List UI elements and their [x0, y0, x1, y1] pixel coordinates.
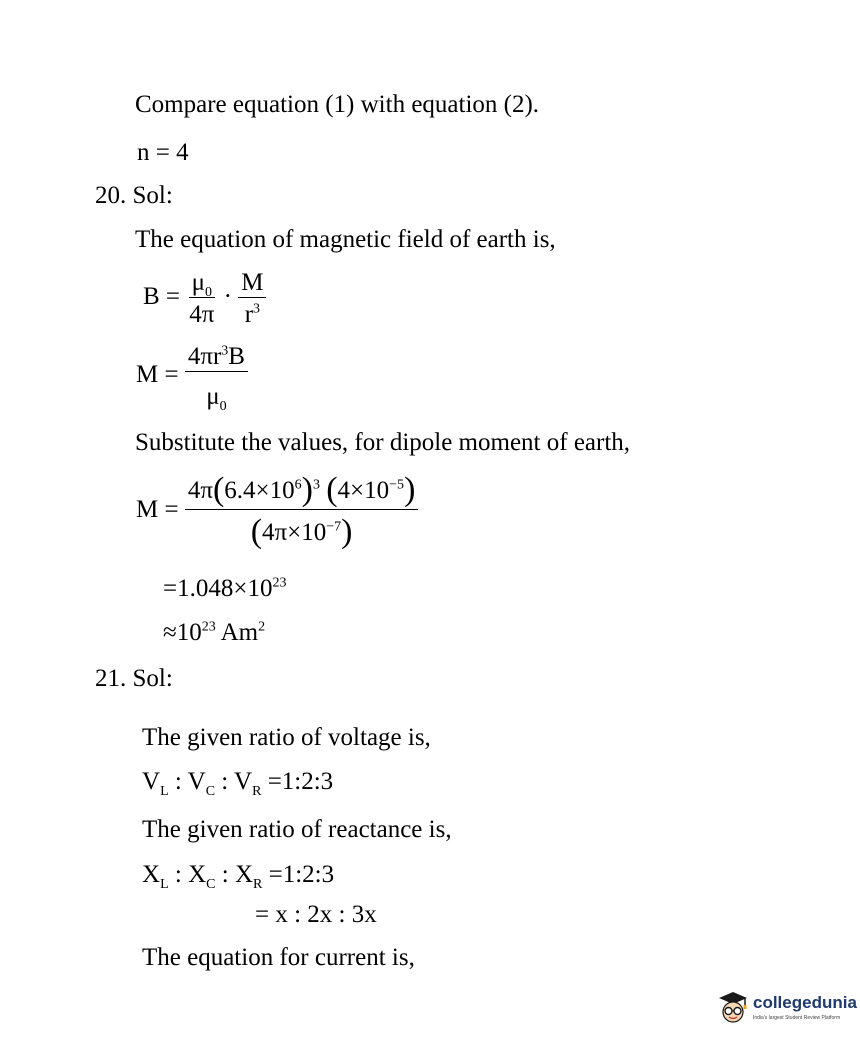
graduate-mascot-icon	[716, 988, 750, 1026]
ratio-separator: :	[168, 861, 189, 888]
approx-value: ≈10	[163, 619, 202, 646]
mu-subscript: 0	[205, 285, 213, 300]
x-symbol: X	[234, 861, 253, 888]
ratio-separator: :	[215, 861, 235, 888]
result-mantissa: =1.048×10	[163, 575, 273, 602]
sub-l: L	[160, 877, 169, 892]
collegedunia-logo	[716, 988, 857, 1026]
magnetic-field-text: The equation of magnetic field of earth is,	[135, 226, 556, 253]
v-symbol: V	[234, 768, 253, 795]
voltage-ratio-text: The given ratio of voltage is,	[142, 724, 431, 751]
paren-close: )	[341, 513, 353, 550]
paren-open: (	[250, 513, 263, 550]
mu-symbol: μ	[206, 383, 220, 410]
paren-open: (	[212, 471, 225, 508]
radius-value: 6.4×10	[224, 477, 295, 504]
radius-exponent: 6	[294, 477, 302, 493]
cube-exponent: 3	[312, 477, 320, 493]
solution-20-heading: 20. Sol:	[95, 182, 173, 209]
paren-close: )	[404, 471, 416, 508]
eq2-lhs: M =	[136, 361, 179, 389]
compare-text: Compare equation (1) with equation (2).	[135, 91, 540, 118]
dipole-fraction	[185, 343, 248, 414]
logo-tagline: India's largest Student Review Platform	[753, 1015, 841, 1021]
sub-c: C	[206, 877, 216, 892]
x-symbol: X	[142, 861, 161, 888]
r-cubed-exponent: 3	[221, 343, 229, 359]
four-pi-r: 4πr	[187, 343, 222, 370]
four-pi: 4π	[189, 301, 215, 328]
mu-subscript: 0	[219, 399, 227, 414]
dot-operator: ·	[223, 283, 232, 311]
sub-c: C	[205, 784, 216, 799]
substituted-fraction	[185, 471, 419, 550]
mu0-over-4pi	[186, 270, 217, 327]
paren-close: )	[301, 471, 313, 508]
r-exponent: 3	[253, 301, 261, 317]
approx-exponent: 23	[201, 619, 216, 635]
current-equation-text: The equation for current is,	[142, 944, 415, 971]
paren-open: (	[326, 471, 338, 508]
equation-reactance-ratio	[142, 861, 335, 892]
eq3-lhs: M =	[136, 496, 179, 524]
equation-voltage-ratio	[142, 768, 334, 799]
sub-r: R	[253, 877, 263, 892]
v-symbol: V	[187, 768, 206, 795]
equation-approx	[163, 620, 265, 645]
sub-r: R	[252, 784, 262, 799]
unit-exponent: 2	[258, 619, 266, 635]
equation-m-substituted	[136, 471, 418, 550]
reactance-ratio-text: The given ratio of reactance is,	[142, 816, 452, 843]
n-equation: n = 4	[137, 139, 189, 166]
substitute-text: Substitute the values, for dipole moment of earth,	[135, 429, 631, 456]
x-symbol: X	[188, 861, 207, 888]
ratio-separator: :	[215, 768, 235, 795]
mu0-value: 4π×10	[262, 519, 327, 546]
ratio-values: =1:2:3	[261, 768, 334, 795]
v-symbol: V	[142, 768, 161, 795]
mu-symbol: μ	[191, 269, 206, 296]
sub-l: L	[160, 784, 169, 799]
m-symbol: M	[238, 270, 266, 298]
equation-b-field	[143, 270, 266, 327]
result-exponent: 23	[272, 575, 287, 591]
equation-result	[163, 576, 286, 601]
ratio-values: =1:2:3	[262, 861, 335, 888]
r-symbol: r	[244, 301, 254, 328]
equation-m-dipole	[136, 343, 248, 414]
ratio-separator: :	[168, 768, 188, 795]
four-pi: 4π	[187, 477, 213, 504]
b-symbol: B	[228, 343, 245, 370]
eq1-lhs: B =	[143, 283, 181, 311]
m-over-r3	[238, 270, 266, 327]
field-value: 4×10	[337, 477, 390, 504]
unit: Am	[215, 619, 259, 646]
equation-reactance-x: = x : 2x : 3x	[255, 901, 377, 928]
logo-title: collegedunia	[753, 993, 857, 1012]
mu0-exponent: −7	[326, 519, 342, 535]
field-exponent: −5	[389, 477, 405, 493]
solution-21-heading: 21. Sol:	[95, 665, 173, 692]
